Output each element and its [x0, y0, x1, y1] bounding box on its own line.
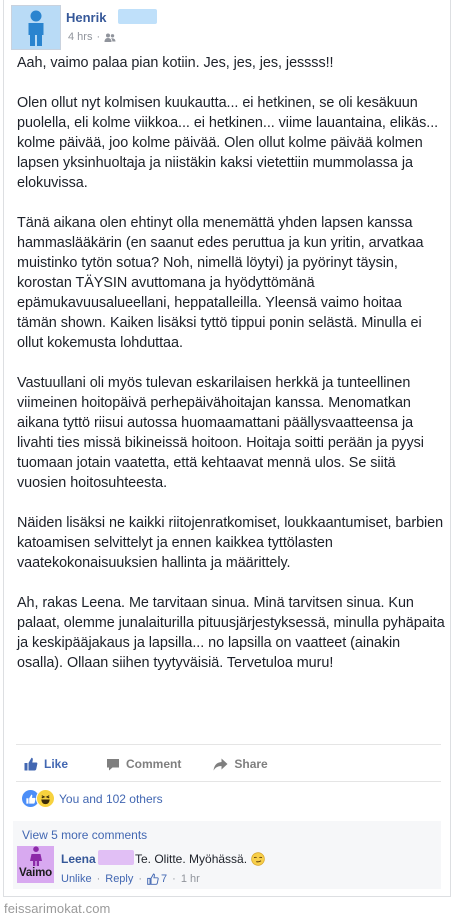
comment-like-count[interactable]: [147, 873, 167, 885]
share-label: Share: [234, 757, 268, 771]
comment-time[interactable]: 1 hr: [180, 873, 200, 885]
post-meta: [68, 31, 116, 43]
like-label: Like: [44, 757, 69, 771]
comment-likes-value: 7: [161, 873, 168, 885]
meta-separator: ·: [138, 873, 143, 885]
share-arrow-icon: [213, 758, 228, 771]
person-silhouette-icon: [29, 846, 43, 866]
thumbs-up-outline-icon: [147, 873, 159, 885]
reactions-count-label: You and 102 others: [59, 791, 163, 806]
comments-section: [13, 821, 441, 889]
meta-separator: ·: [96, 873, 101, 885]
post-text: Aah, vaimo palaa pian kotiin. Jes, jes, jes, jessss!! Olen ollut nyt kolmisen kuukautta... ei hetkinen, se oli kesäkuun puolella, eli kolme viikkoa... ei hetkinen... viime lauantaina, elikäs... kolme päivää, joo kolme päivää. Olen ollut kolme päivää kolmen lapsen yksinhuoltaja ja niistäkin kaksi vietettiin mummolassa ja elokuvissa. Tänä aikana olen ehtinyt olla menemättä yhden lapsen kanssa hammaslääkärin (en saanut edes peruttua ja kun yritin, arvatkaa muistinko tytön sotua? Noh, nimellä löytyi) ja pyörinyt täysin, korostan TÄYSIN avuttomana ja hyödyttömänä epämukavuusalueellani, heppatalleilla. Yleensä vaimo hoitaa tämän shown. Kaiken lisäksi tyttö tippui ponin selästä. Minulla ei ollut kokemusta lohduttaa. Vastuullani oli myös tulevan eskarilaisen herkkä ja tunteellinen viimeinen hoitopäivä perhepäivähoitajan kanssa. Menomatkan aikana tyttö riisui autossa huomaamattani päällysvaatteensa ja livahti ties missä bikineissä hoitoon. Hoitaja soitti perään ja pyysi tuomaan jotain vaatetta, että kehtaavat mennä ulos. Se siitä vuosien hoitosuhteesta. Näiden lisäksi ne kaikki riitojenratkomiset, loukkaantumiset, barbien katoamisen selvittelyt ja ennen kaikkea tyttölasten vaatekokonaisuuksien hallinta ja määrittely. Ah, rakas Leena. Me tarvitaan sinua. Minä tarvitsen sinua. Kun palaat, olemme junalaiturilla pituusjärjestyksessä, minulla pyhäpaita ja keskipääjakaus ja lapsilla... no lapsilla on vaatteet (ainakin osalla). Ollaan siihen tyytyväisiä. Tervetuloa muru!: [17, 55, 445, 671]
actions-top-divider: [16, 744, 441, 745]
meta-separator: ·: [172, 873, 176, 885]
comment-button[interactable]: [106, 757, 181, 771]
post-timestamp[interactable]: 4 hrs: [68, 31, 93, 43]
meta-separator: ·: [96, 31, 101, 43]
reactions-summary[interactable]: [21, 789, 163, 808]
thumbs-up-icon: [24, 757, 38, 771]
haha-reaction-icon: [36, 789, 55, 808]
person-silhouette-icon: [21, 9, 51, 47]
post-card: [3, 0, 451, 897]
post-actions-bar: [16, 752, 441, 776]
share-button[interactable]: [213, 757, 267, 771]
reply-link[interactable]: Reply: [105, 873, 134, 885]
comment-author-name[interactable]: Leena: [61, 852, 96, 866]
comment-bubble-icon: [106, 758, 120, 771]
view-more-comments-link[interactable]: View 5 more comments: [22, 828, 148, 842]
unlike-link[interactable]: Unlike: [61, 873, 92, 885]
comment-text: [135, 852, 265, 866]
name-redaction: [118, 9, 157, 24]
author-name[interactable]: Henrik: [66, 10, 107, 25]
author-avatar[interactable]: [11, 5, 61, 50]
site-watermark: feissarimokat.com: [4, 901, 111, 916]
like-button[interactable]: [24, 757, 68, 771]
comment-name-redaction: [98, 850, 134, 865]
comment-body: Te. Olitte. Myöhässä.: [135, 852, 248, 866]
comment-meta: [61, 873, 200, 885]
reactions-top-divider: [16, 781, 441, 782]
comment-author-avatar[interactable]: [17, 846, 54, 883]
friends-icon[interactable]: [104, 33, 116, 42]
comment-avatar-label: Vaimo: [19, 867, 52, 879]
smirk-emoji-icon: [251, 852, 265, 866]
comment-label: Comment: [126, 757, 182, 771]
